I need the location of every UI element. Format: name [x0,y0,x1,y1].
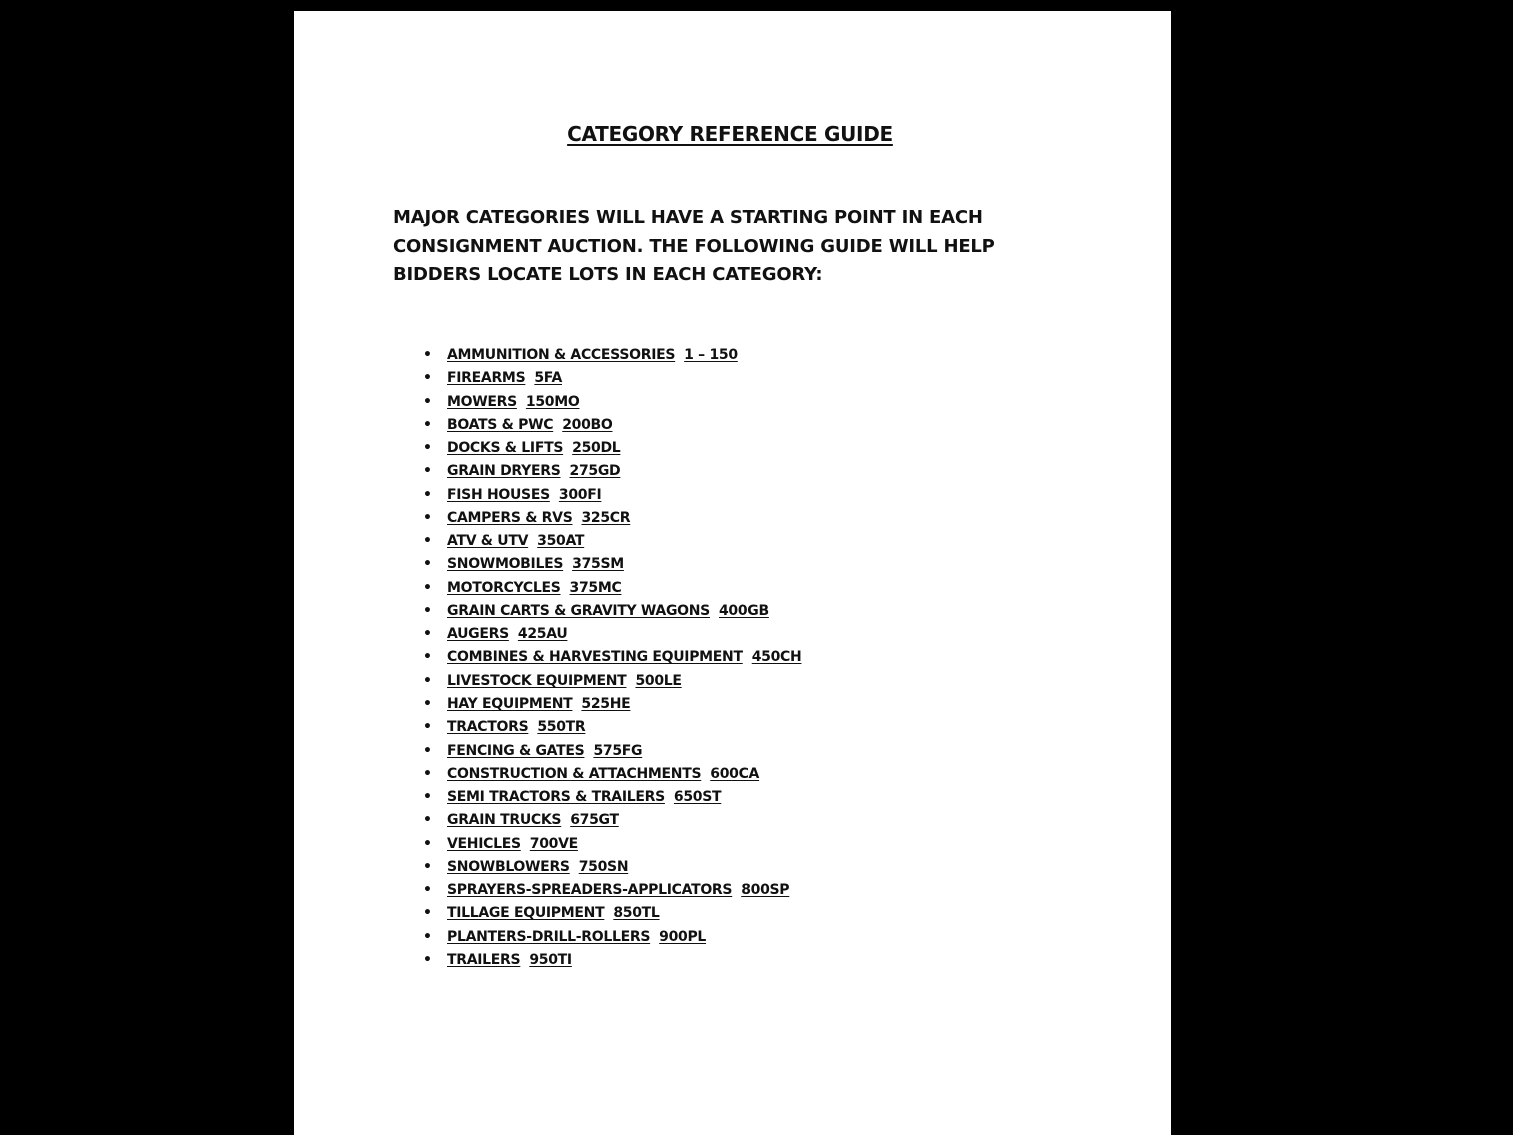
category-lot-code: 275GD [569,463,621,480]
bullet-icon: • [423,719,432,736]
bullet-icon: • [423,370,432,387]
category-item [423,367,801,390]
category-item [423,344,801,367]
category-lot-code: 550TR [537,719,586,736]
category-lot-code: 375SM [572,556,624,573]
category-name: GRAIN TRUCKS [447,812,562,829]
bullet-icon: • [423,742,432,759]
category-name: SNOWBLOWERS [447,858,570,875]
category-name: MOWERS [447,393,517,410]
category-lot-code: 250DL [572,440,621,457]
category-lot-code: 500LE [635,672,682,689]
bullet-icon: • [423,602,432,619]
category-item [423,926,801,949]
category-item [423,484,801,507]
category-lot-code: 325CR [581,509,631,526]
category-name: FENCING & GATES [447,742,585,759]
category-item [423,902,801,925]
bullet-icon: • [423,905,432,922]
category-item [423,577,801,600]
category-lot-code: 525HE [581,695,631,712]
bullet-icon: • [423,695,432,712]
category-lot-code: 300FI [558,486,602,503]
category-lot-code: 950TI [529,951,572,968]
bullet-icon: • [423,626,432,643]
category-name: CONSTRUCTION & ATTACHMENTS [447,765,702,782]
category-name: AMMUNITION & ACCESSORIES [447,347,676,363]
category-item [423,693,801,716]
category-item [423,670,801,693]
bullet-icon: • [423,556,432,573]
category-item [423,623,801,646]
category-item [423,833,801,856]
bullet-icon: • [423,672,432,689]
category-name: VEHICLES [447,835,521,852]
category-lot-code: 1 – 150 [684,347,738,363]
category-name: HAY EQUIPMENT [447,695,573,712]
category-item [423,856,801,879]
bullet-icon: • [423,649,432,666]
bullet-icon: • [423,579,432,596]
category-name: ATV & UTV [447,533,529,550]
category-name: LIVESTOCK EQUIPMENT [447,672,627,689]
document-page [294,11,1171,1135]
category-item [423,414,801,437]
category-name: SEMI TRACTORS & TRAILERS [447,789,665,806]
category-name: MOTORCYCLES [447,579,561,596]
category-name: PLANTERS-DRILL-ROLLERS [447,928,651,945]
category-name: BOATS & PWC [447,416,554,433]
category-item [423,763,801,786]
bullet-icon: • [423,463,432,480]
category-lot-code: 700VE [529,835,578,852]
category-name: FIREARMS [447,370,526,387]
intro-paragraph: MAJOR CATEGORIES WILL HAVE A STARTING POINT IN EACH CONSIGNMENT AUCTION. THE FOLLOWING GUIDE WILL HELP BIDDERS LOCATE LOTS IN EACH CATEGORY: [393,207,995,285]
category-lot-code: 450CH [751,649,802,666]
category-lot-code: 650ST [673,789,722,806]
category-name: TILLAGE EQUIPMENT [447,905,605,922]
category-lot-code: 600CA [710,765,760,782]
category-item [423,809,801,832]
category-item [423,530,801,553]
category-name: CAMPERS & RVS [447,509,573,526]
category-name: TRACTORS [447,719,529,736]
category-item [423,786,801,809]
bullet-icon: • [423,347,432,363]
category-item [423,879,801,902]
bullet-icon: • [423,765,432,782]
category-item [423,553,801,576]
category-lot-code: 750SN [578,858,629,875]
category-item [423,600,801,623]
bullet-icon: • [423,509,432,526]
category-lot-code: 425AU [517,626,568,643]
category-item [423,507,801,530]
category-name: COMBINES & HARVESTING EQUIPMENT [447,649,743,666]
category-name: GRAIN DRYERS [447,463,561,480]
bullet-icon: • [423,882,432,899]
category-item [423,716,801,739]
bullet-icon: • [423,416,432,433]
bullet-icon: • [423,393,432,410]
bullet-icon: • [423,533,432,550]
bullet-icon: • [423,951,432,968]
category-name: AUGERS [447,626,509,643]
category-item [423,391,801,414]
category-name: TRAILERS [447,951,521,968]
category-list [423,344,801,972]
category-name: SNOWMOBILES [447,556,564,573]
bullet-icon: • [423,440,432,457]
category-item [423,949,801,972]
category-lot-code: 800SP [741,882,790,899]
category-name: DOCKS & LIFTS [447,440,564,457]
bullet-icon: • [423,486,432,503]
category-item [423,646,801,669]
category-lot-code: 575FG [593,742,643,759]
category-lot-code: 400GB [718,602,769,619]
category-item [423,460,801,483]
category-name: SPRAYERS-SPREADERS-APPLICATORS [447,882,733,899]
category-item [423,437,801,460]
category-lot-code: 375MC [569,579,622,596]
category-lot-code: 5FA [534,370,562,387]
category-name: FISH HOUSES [447,486,550,503]
category-lot-code: 350AT [537,533,585,550]
bullet-icon: • [423,789,432,806]
bullet-icon: • [423,858,432,875]
category-lot-code: 150MO [525,393,580,410]
category-name: GRAIN CARTS & GRAVITY WAGONS [447,602,710,619]
page-title: CATEGORY REFERENCE GUIDE [567,122,893,146]
category-lot-code: 675GT [570,812,619,829]
category-lot-code: 850TL [613,905,660,922]
bullet-icon: • [423,835,432,852]
bullet-icon: • [423,928,432,945]
category-lot-code: 900PL [659,928,707,945]
category-lot-code: 200BO [562,416,613,433]
category-item [423,740,801,763]
bullet-icon: • [423,812,432,829]
